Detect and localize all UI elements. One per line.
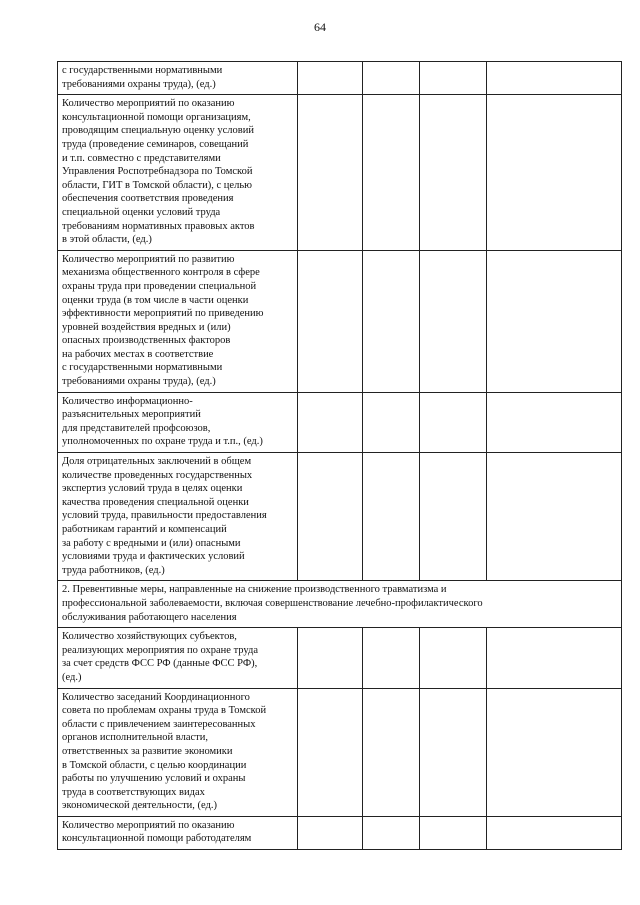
indicators-table [57,61,622,850]
empty-value-cell [420,628,487,688]
cell-text-line: в этой области, (ед.) [62,234,152,246]
cell-text-line: Количество заседаний Координационного [62,691,250,703]
cell-text-line: количестве проведенных государственных [62,469,253,481]
cell-text-line: условий труда, правильности предоставления [62,510,267,522]
cell-text-line: консультационной помощи организациям, [62,111,251,123]
cell-text-line: Количество хозяйствующих субъектов, [62,631,237,643]
empty-value-cell [487,628,622,688]
empty-value-cell [420,453,487,581]
cell-text-line: уполномоченных по охране труда и т.п., (ед.) [62,436,263,448]
empty-value-cell [298,250,363,392]
empty-value-cell [420,250,487,392]
empty-value-cell [363,628,420,688]
table-row [58,453,622,581]
table-row [58,392,622,452]
indicator-name-cell [58,95,298,251]
cell-text-line: для представителей профсоюзов, [62,422,211,434]
cell-text-line: реализующих мероприятия по охране труда [62,644,259,656]
cell-text-line: требованиями охраны труда), (ед.) [62,376,216,388]
indicators-table-body [58,62,622,850]
empty-value-cell [487,250,622,392]
cell-text-line: опасных производственных факторов [62,335,231,347]
cell-text-line: уровней воздействия вредных и (или) [62,321,231,333]
empty-value-cell [298,62,363,95]
cell-text-line: в Томской области, с целью координации [62,759,247,771]
cell-text-line: области с привлечением заинтересованных [62,718,256,730]
table-row [58,816,622,849]
cell-text-line: обеспечения соответствия проведения [62,193,234,205]
cell-text-line: области, ГИТ в Томской области), с целью [62,179,252,191]
cell-text-line: профессиональной заболеваемости, включая совершенствование лечебно-профилактического [62,597,483,609]
cell-text-line: совета по проблемам охраны труда в Томской [62,705,267,717]
cell-text-line: работникам гарантий и компенсаций [62,524,227,535]
cell-text-line: условиями труда и фактических условий [62,551,245,563]
table-row [58,62,622,95]
cell-text-line: Количество мероприятий по оказанию [62,819,235,831]
cell-text-line: с государственными нормативными [62,65,223,76]
indicator-name-cell [58,250,298,392]
empty-value-cell [363,453,420,581]
cell-text-line: Количество информационно- [62,395,193,407]
indicator-name-cell [58,688,298,816]
cell-text-line: ответственных за развитие экономики [62,745,233,757]
cell-text-line: за счет средств ФСС РФ (данные ФСС РФ), [62,658,258,670]
cell-text-line: Доля отрицательных заключений в общем [62,456,252,468]
indicator-name-cell [58,453,298,581]
cell-text-line: труда (проведение семинаров, совещаний [62,138,249,150]
empty-value-cell [487,816,622,849]
table-row [58,250,622,392]
empty-value-cell [298,688,363,816]
empty-value-cell [298,628,363,688]
empty-value-cell [298,392,363,452]
cell-text-line: охраны труда при проведении специальной [62,280,257,292]
cell-text-line: труда работников, (ед.) [62,564,165,576]
cell-text-line: оценки труда (в том числе в части оценки [62,294,249,306]
cell-text-line: механизма общественного контроля в сфере [62,267,260,279]
cell-text-line: требованиям нормативных правовых актов [62,220,255,232]
cell-text-line: качества проведения специальной оценки [62,496,249,508]
cell-text-line: разъяснительных мероприятий [62,409,201,421]
cell-text-line: экономической деятельности, (ед.) [62,800,218,812]
empty-value-cell [420,688,487,816]
section-title-cell [58,581,622,628]
empty-value-cell [363,95,420,251]
empty-value-cell [363,62,420,95]
page-number: 64 [314,20,326,34]
empty-value-cell [363,250,420,392]
cell-text-line: с государственными нормативными [62,362,223,374]
empty-value-cell [420,62,487,95]
section-header-row [58,581,622,628]
empty-value-cell [420,816,487,849]
empty-value-cell [363,392,420,452]
indicator-name-cell [58,62,298,95]
indicator-name-cell [58,392,298,452]
cell-text-line: эффективности мероприятий по приведению [62,308,264,320]
empty-value-cell [487,453,622,581]
empty-value-cell [363,816,420,849]
cell-text-line: консультационной помощи работодателям [62,833,252,845]
empty-value-cell [487,688,622,816]
cell-text-line: за работу с вредными и (или) опасными [62,537,241,549]
empty-value-cell [363,688,420,816]
cell-text-line: обслуживания работающего населения [62,611,237,623]
cell-text-line: труда в соответствующих видах [62,786,205,798]
cell-text-line: и т.п. совместно с представителями [62,152,221,164]
empty-value-cell [298,816,363,849]
cell-text-line: экспертиз условий труда в целях оценки [62,483,243,495]
cell-text-line: специальной оценки условий труда [62,206,221,218]
cell-text-line: требованиями охраны труда), (ед.) [62,78,216,90]
cell-text-line: органов исполнительной власти, [62,732,209,744]
indicator-name-cell [58,628,298,688]
indicator-name-cell [58,816,298,849]
empty-value-cell [487,392,622,452]
cell-text-line: Управления Роспотребнадзора по Томской [62,166,253,178]
table-row [58,688,622,816]
cell-text-line: на рабочих местах в соответствие [62,348,214,360]
empty-value-cell [298,95,363,251]
cell-text-line: Количество мероприятий по оказанию [62,98,235,110]
cell-text-line: 2. Превентивные меры, направленные на снижение производственного травматизма и [62,584,447,596]
empty-value-cell [420,95,487,251]
cell-text-line: работы по улучшению условий и охраны [62,773,246,785]
table-row [58,628,622,688]
empty-value-cell [487,62,622,95]
table-row [58,95,622,251]
empty-value-cell [487,95,622,251]
cell-text-line: Количество мероприятий по развитию [62,253,235,265]
cell-text-line: (ед.) [62,671,82,683]
empty-value-cell [298,453,363,581]
cell-text-line: проводящим специальную оценку условий [62,125,254,137]
empty-value-cell [420,392,487,452]
